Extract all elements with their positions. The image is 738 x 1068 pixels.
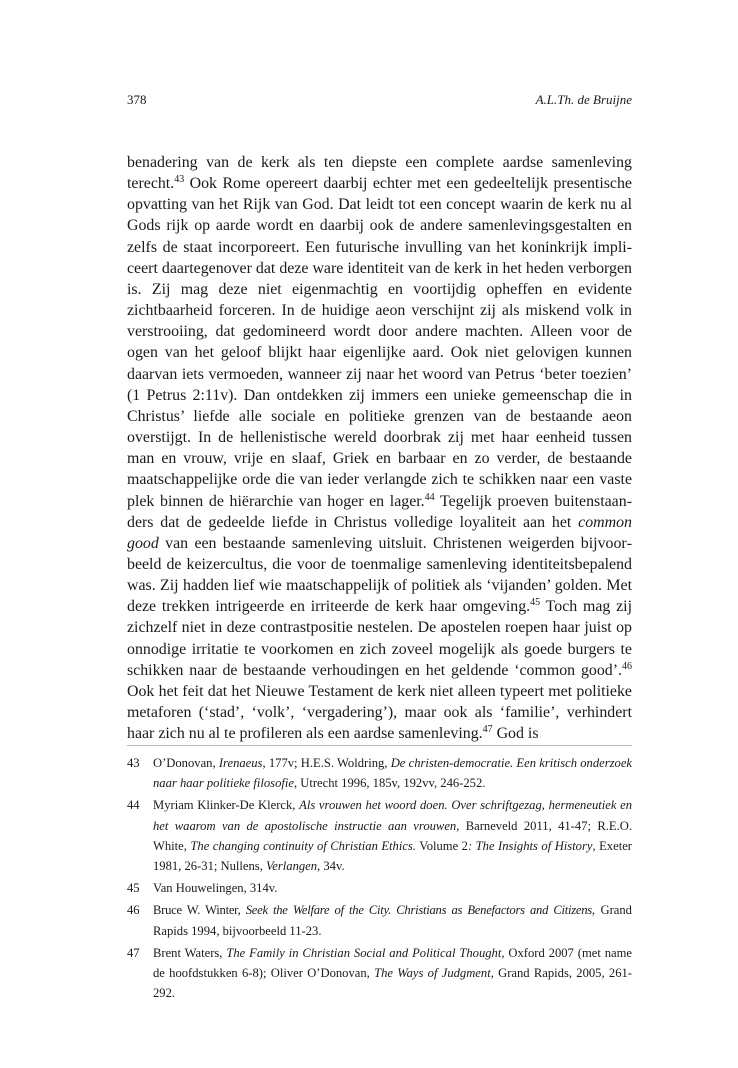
footnote-item bbox=[127, 795, 632, 876]
body-text: God is bbox=[492, 725, 539, 743]
footnote-italic: Als vrouwen het woord doen. Over schriftgezag, hermeneutiek en het waarom van de apostolische instructie aan vrouwen bbox=[153, 798, 632, 833]
footnote-ref-43[interactable]: 43 bbox=[174, 174, 185, 186]
footnote-text: O’Donovan, bbox=[153, 756, 219, 770]
body-text: Toch mag zij zichzelf niet in deze contrastpositie nestelen. De apostelen roepen haar juist op onnodige irritatie te voorkomen en zich zoveel mogelijk als goede burgers te schikken naar de bestaande verhoudingen en het geldende ‘common good’. bbox=[127, 598, 632, 679]
footnote-item bbox=[127, 753, 632, 793]
body-text: Ook het feit dat het Nieuwe Testament de kerk niet alleen typeert met politieke metaforen (‘stad’, ‘volk’, ‘vergadering’), maar ook als ‘familie’, verhindert haar zich nu al te profileren als een aardse samenleving. bbox=[127, 682, 632, 743]
footnote-number: 47 bbox=[127, 945, 140, 960]
running-header bbox=[127, 92, 632, 112]
footnote-divider bbox=[127, 745, 632, 746]
footnote-ref-45[interactable]: 45 bbox=[530, 597, 541, 609]
running-head-author: A.L.Th. de Bruijne bbox=[535, 92, 632, 107]
footnote-text: Volume 2 bbox=[415, 838, 468, 853]
body-text: benadering van de kerk als ten diepste een complete aardse samenleving terecht. bbox=[127, 154, 632, 193]
footnote-number: 43 bbox=[127, 756, 140, 770]
footnote-ref-47[interactable]: 47 bbox=[482, 724, 493, 736]
footnote-text: Bruce W. Winter, bbox=[153, 903, 246, 918]
footnote-item bbox=[127, 878, 632, 898]
footnote-text: Myriam Klinker-De Klerck, bbox=[153, 798, 300, 813]
footnotes-list bbox=[127, 753, 632, 1005]
body-text: Tegelijk proeven buitenstaanders dat de gedeelde liefde in Christus volledige loyaliteit aan het bbox=[127, 492, 632, 531]
footnote-text: , Grand Rapids, 2005, 261-292. bbox=[153, 966, 632, 1001]
footnote-italic: De christen-democratie. Een kritisch onderzoek naar haar politieke filosofie bbox=[153, 756, 633, 791]
footnote-ref-44[interactable]: 44 bbox=[424, 491, 435, 503]
footnote-text: , Oxford 2007 (met name de hoofdstukken 6-8); Oliver O’Donovan, bbox=[153, 945, 633, 981]
footnote-text: , Barneveld 2011, 41-47; R.E.O. White, bbox=[153, 818, 632, 853]
footnote-item bbox=[127, 943, 632, 1004]
footnote-ref-46[interactable]: 46 bbox=[622, 660, 632, 672]
page-number: 378 bbox=[127, 92, 147, 107]
footnote-number: 46 bbox=[127, 903, 140, 918]
footnote-italic: The changing continuity of Christian Ethics. bbox=[190, 838, 416, 853]
footnote-text: , Grand Rapids 1994, bijvoorbeeld 11-23. bbox=[153, 903, 632, 938]
footnote-italic: Verlangen bbox=[266, 859, 318, 874]
footnote-number: 45 bbox=[127, 881, 140, 896]
footnote-italic: Seek the Welfare of the City. Christians as Benefactors and Citizens bbox=[245, 903, 592, 918]
footnote-text: Van Houwelingen, 314v. bbox=[153, 881, 278, 896]
footnote-italic: The Family in Christian Social and Political Thought bbox=[226, 945, 502, 960]
body-paragraph bbox=[127, 152, 632, 744]
footnote-text: , Utrecht 1996, 185v, 192vv, 246-252. bbox=[293, 776, 486, 791]
body-text-italic: common good bbox=[127, 513, 632, 552]
body-text: van een bestaande samenleving uitsluit. Christenen weigerden bijvoorbeeld de keizercultus, die voor de toenmalige samenleving identiteitsbepalend was. Zij hadden lief wie maatschappelijk of politiek als ‘vijanden’ golden. Met deze trekken intrigeerde en irriteerde de kerk haar omgeving. bbox=[127, 534, 632, 616]
footnote-number: 44 bbox=[127, 798, 140, 813]
footnote-text: , 177v; H.E.S. Woldring, bbox=[262, 756, 391, 770]
footnote-italic: : The Insights of History bbox=[467, 838, 593, 853]
footnote-text: Brent Waters, bbox=[153, 945, 227, 960]
footnote-italic: The Ways of Judgment bbox=[374, 966, 491, 981]
footnote-item bbox=[127, 900, 632, 940]
footnote-italic: Irenaeus bbox=[218, 756, 263, 770]
body-text: Ook Rome opereert daarbij echter met een gedeeltelijk presentische opvatting van het Rijk van God. Dat leidt tot een concept waarin de kerk nu al Gods rijk op aarde wordt en daarbij ook de andere samenlevingsgestalten en zelfs de staat incorporeert. Een futurische invulling van het koninkrijk impliceert daartegenover dat deze ware identiteit van de kerk in het heden verborgen is. Zij mag deze niet eigenmachtig en voortijdig opheffen en evidente zichtbaarheid forceren. In de huidige aeon verschijnt zij als miskend volk in verstrooiing, dat gedomineerd wordt door andere machten. Alleen voor de ogen van het geloof blijkt haar eigenlijke aard. Ook niet gelovigen kunnen daarvan iets vermoeden, wanneer zij naar het woord van Petrus ‘beter toezien’ (1 Petrus 2:11v). Dan ontdekken zij immers een unieke gemeenschap die in Christus’ liefde alle sociale en politieke grenzen van de bestaande aeon overstijgt. In de hellenistische wereld doorbrak zij met haar eenheid tussen man en vrouw, vrije en slaaf, Griek en barbaar en zo verder, de bestaande maatschappelijke orde die van ieder verlangde zich te schikken naar een vaste plek binnen de hiërarchie van hoger en lager. bbox=[127, 175, 632, 510]
footnote-text: , 34v. bbox=[317, 859, 345, 874]
footnote-text: , Exeter 1981, 26-31; Nullens, bbox=[153, 838, 632, 874]
